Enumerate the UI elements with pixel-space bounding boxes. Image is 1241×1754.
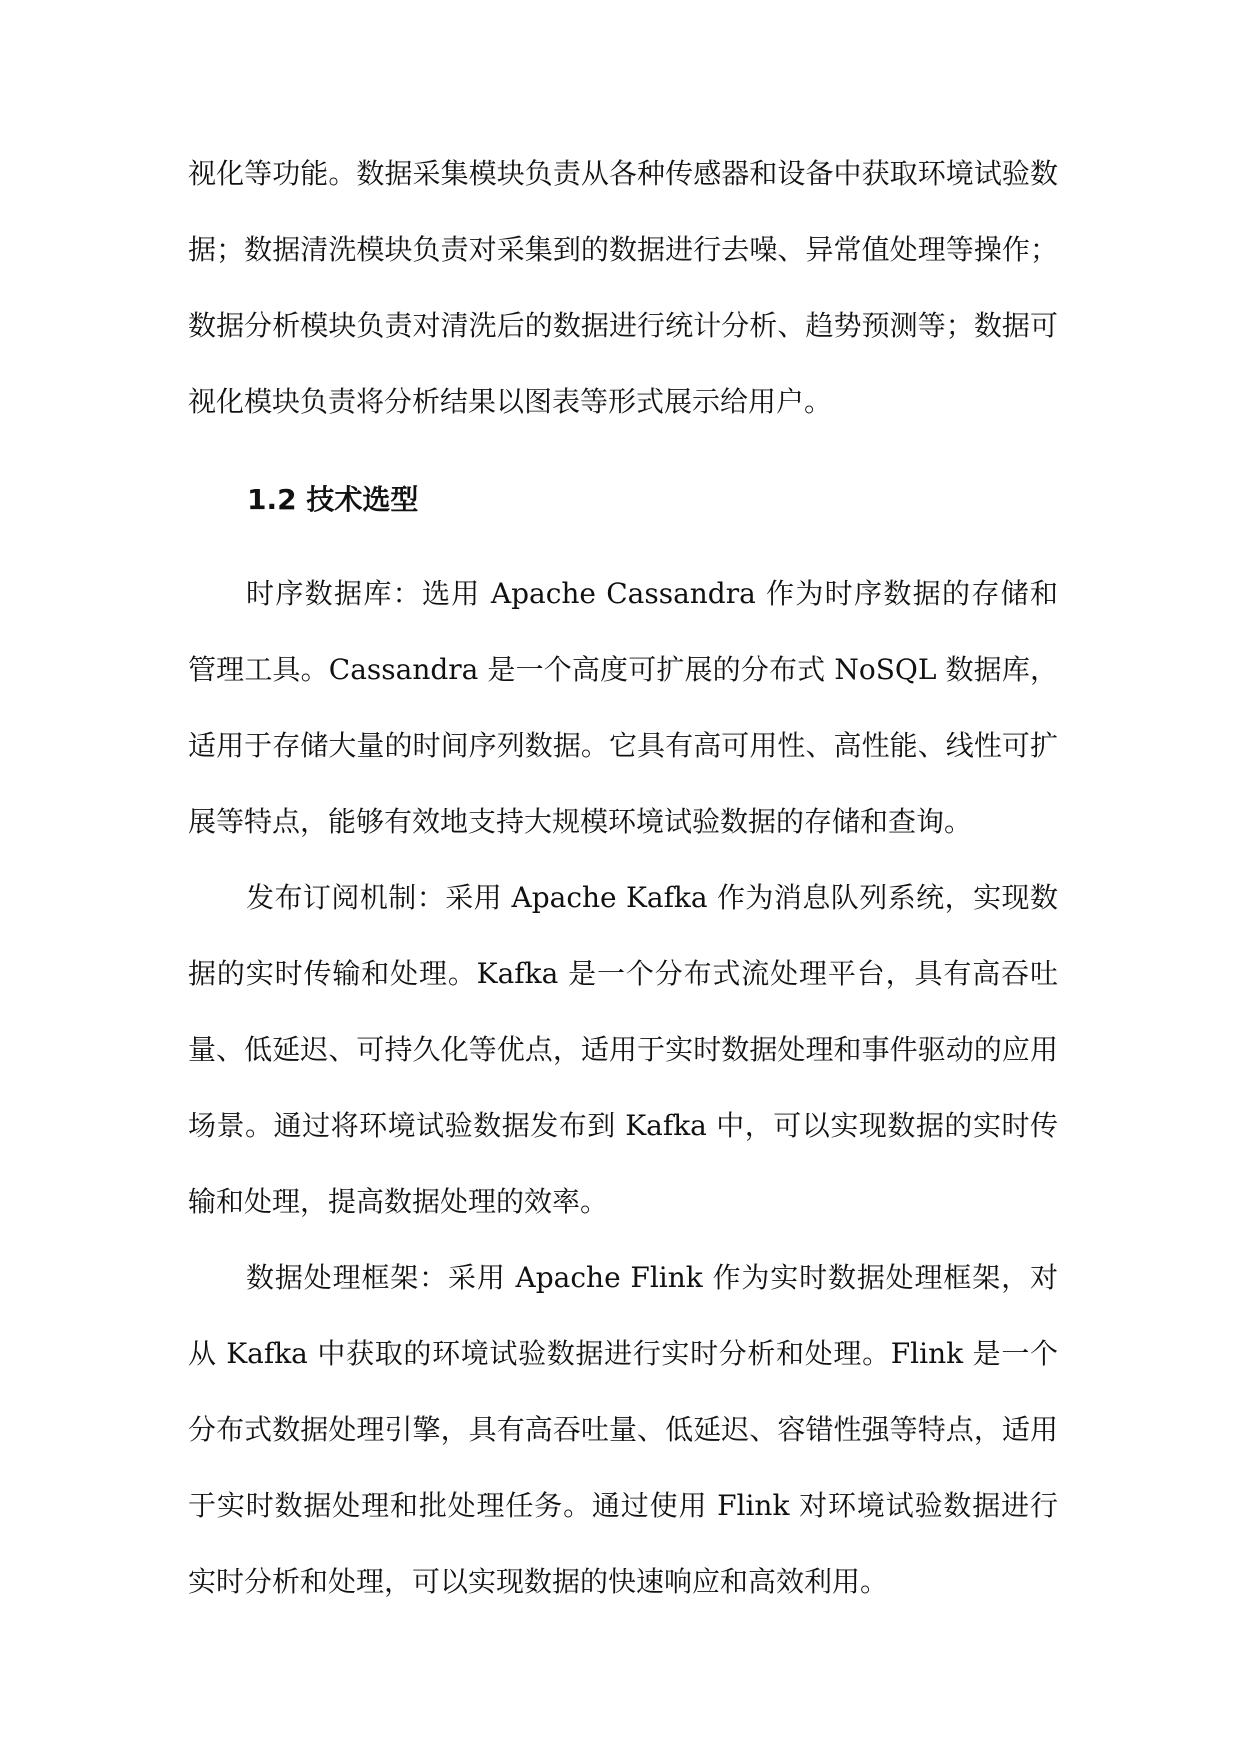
paragraph-processing-framework: 数据处理框架：采用 Apache Flink 作为实时数据处理框架，对从 Kafka 中获取的环境试验数据进行实时分析和处理。Flink 是一个分布式数据处理引擎，具有高吞吐量、低延迟、容错性强等特点，适用于实时数据处理和批处理任务。通过使用 Flink 对环境试验数据进行实时分析和处理，可以实现数据的快速响应和高效利用。	[188, 1261, 1058, 1598]
intro-paragraph: 视化等功能。数据采集模块负责从各种传感器和设备中获取环境试验数据；数据清洗模块负责对采集到的数据进行去噪、异常值处理等操作；数据分析模块负责对清洗后的数据进行统计分析、趋势预测等；数据可视化模块负责将分析结果以图表等形式展示给用户。	[188, 157, 1058, 418]
intro-text-block	[188, 136, 1058, 440]
paragraph-time-series-db: 时序数据库：选用 Apache Cassandra 作为时序数据的存储和管理工具。Cassandra 是一个高度可扩展的分布式 NoSQL 数据库，适用于存储大量的时间序列数据。它具有高可用性、高性能、线性可扩展等特点，能够有效地支持大规模环境试验数据的存储和查询。	[188, 577, 1058, 838]
section-body	[188, 556, 1058, 1620]
paragraph-pubsub: 发布订阅机制：采用 Apache Kafka 作为消息队列系统，实现数据的实时传输和处理。Kafka 是一个分布式流处理平台，具有高吞吐量、低延迟、可持久化等优点，适用于实时数据处理和事件驱动的应用场景。通过将环境试验数据发布到 Kafka 中，可以实现数据的实时传输和处理，提高数据处理的效率。	[188, 881, 1058, 1218]
section-heading: 1.2 技术选型	[247, 483, 419, 516]
